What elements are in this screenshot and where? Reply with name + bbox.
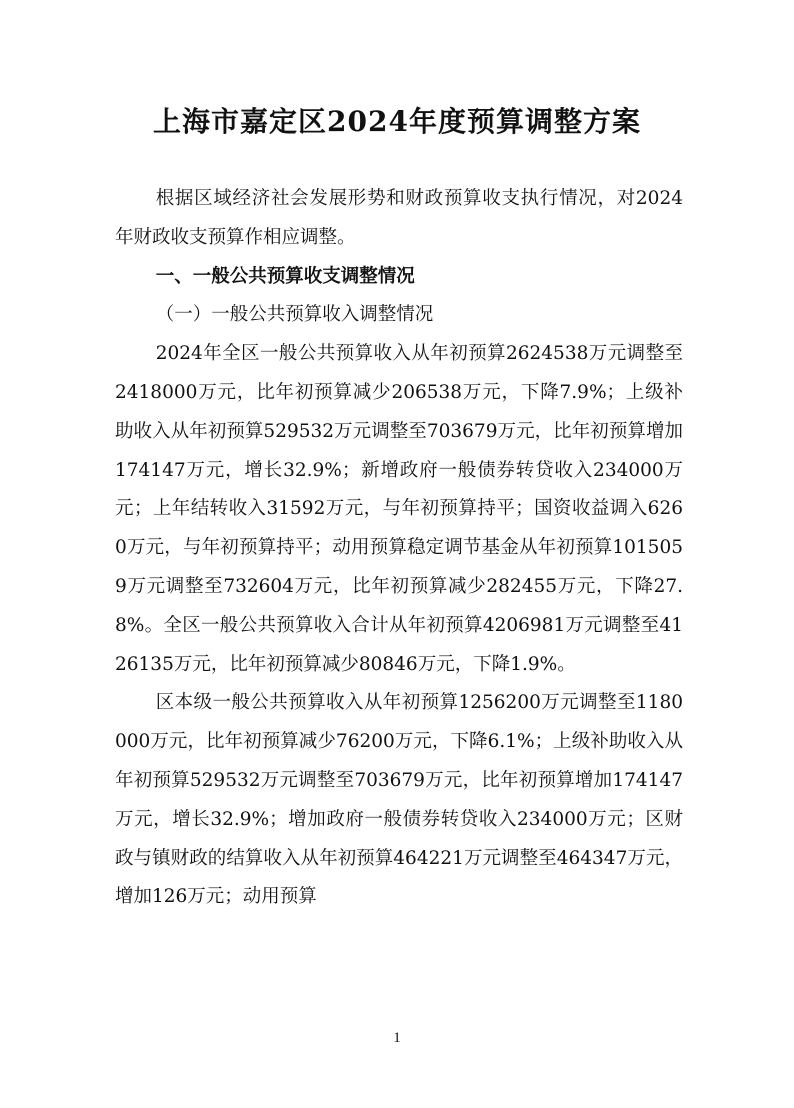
document-body [115, 180, 683, 917]
document-title: 上海市嘉定区2024年度预算调整方案 [153, 105, 641, 138]
page-number: 1 [393, 1030, 401, 1046]
body-paragraph: 区本级一般公共预算收入从年初预算1256200万元调整至1180000万元，比年初预算减少76200万元，下降6.1%；上级补助收入从年初预算529532万元调整至703679万元，比年初预算增加174147万元，增长32.9%；增加政府一般债券转贷收入234000万元；区财政与镇财政的结算收入从年初预算464221万元调整至464347万元，增加126万元；动用预算 [115, 692, 683, 908]
body-paragraph: 2024年全区一般公共预算收入从年初预算2624538万元调整至2418000万元，比年初预算减少206538万元，下降7.9%；上级补助收入从年初预算529532万元调整至703679万元，比年初预算增加174147万元，增长32.9%；新增政府一般债券转贷收入234000万元；上年结转收入31592万元，与年初预算持平；国资收益调入6260万元，与年初预算持平；动用预算稳定调节基金从年初预算1015059万元调整至732604万元，比年初预算减少282455万元，下降27.8%。全区一般公共预算收入合计从年初预算4206981万元调整至4126135万元，比年初预算减少80846万元，下降1.9%。 [115, 343, 683, 675]
section-heading: 一、一般公共预算收支调整情况 [155, 265, 415, 287]
intro-paragraph: 根据区域经济社会发展形势和财政预算收支执行情况，对2024年财政收支预算作相应调整。 [115, 188, 683, 248]
subsection-heading: （一）一般公共预算收入调整情况 [155, 304, 434, 326]
